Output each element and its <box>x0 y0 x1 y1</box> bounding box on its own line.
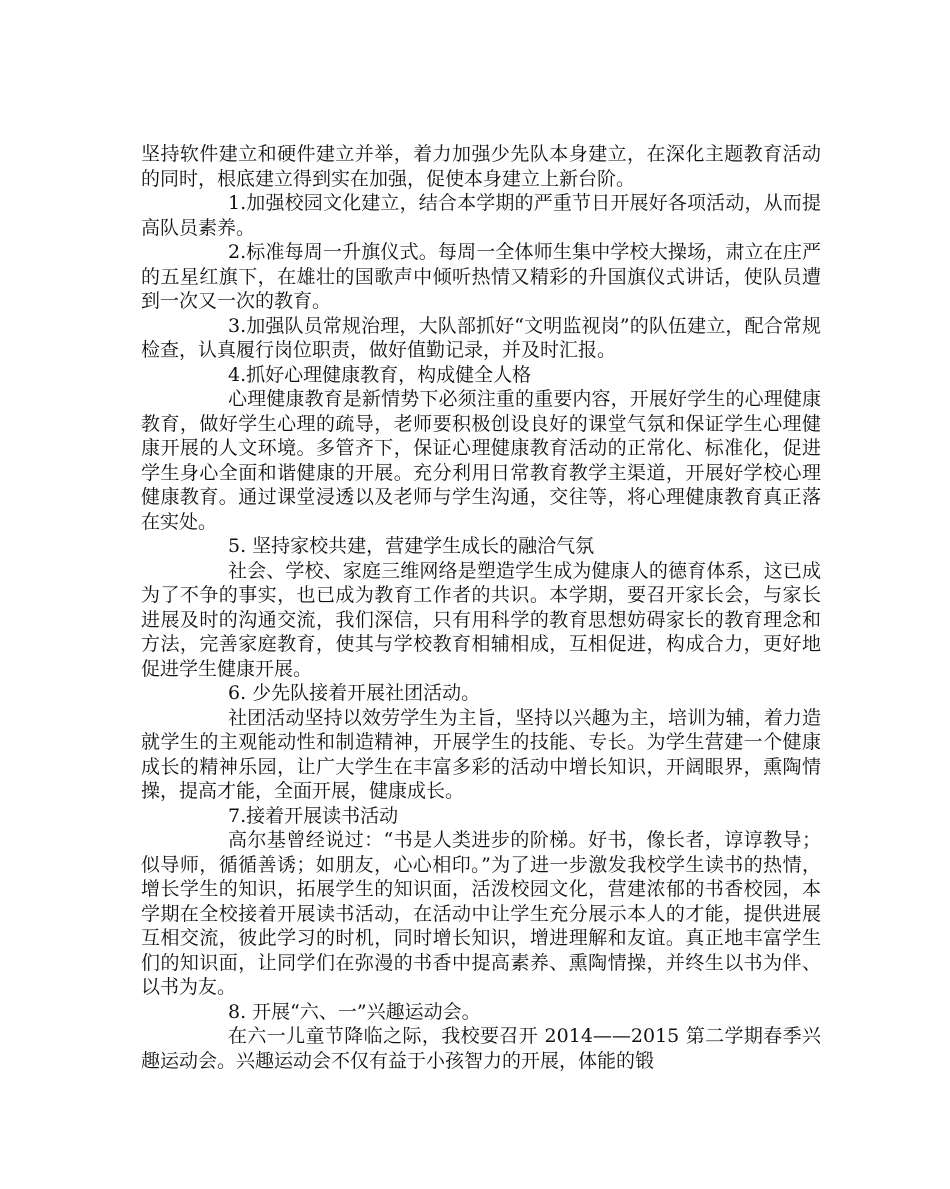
document-body <box>141 142 821 1073</box>
paragraph-sports-meet: 在六一儿童节降临之际，我校要召开 2014——2015 第二学期春季兴趣运动会。兴趣运动会不仅有益于小孩智力的开展，体能的锻 <box>141 1025 821 1072</box>
section-heading-7: 7.接着开展读书活动 <box>228 804 399 827</box>
paragraph-item-1: 1.加强校园文化建立，结合本学期的严重节日开展好各项活动，从而提高队员素养。 <box>141 192 821 239</box>
section-heading-6: 6. 少先队接着开展社团活动。 <box>228 682 481 704</box>
section-heading-4: 4.抓好心理健康教育，构成健全人格 <box>228 363 532 386</box>
paragraph-home-school: 社会、学校、家庭三维网络是塑造学生成为健康人的德育体系，这已成为了不争的事实，也已成为教育工作者的共识。本学期，要召开家长会，与家长进展及时的沟通交流，我们深信，只有用科学的教育思想妨碍家长的教育理念和方法，完善家庭教育，使其与学校教育相辅相成，互相促进，构成合力，更好地促进学生健康开展。 <box>141 559 821 680</box>
paragraph-continuation: 坚持软件建立和硬件建立并举，着力加强少先队本身建立，在深化主题教育活动的同时，根底建立得到实在加强，促使本身建立上新台阶。 <box>141 143 821 190</box>
paragraph-clubs: 社团活动坚持以效劳学生为主旨，坚持以兴趣为主，培训为辅，着力造就学生的主观能动性和制造精神，开展学生的技能、专长。为学生营建一个健康成长的精神乐园，让广大学生在丰富多彩的活动中增长知识，开阔眼界，熏陶情操，提高才能，全面开展，健康成长。 <box>141 706 821 802</box>
paragraph-mental-health: 心理健康教育是新情势下必须注重的重要内容，开展好学生的心理健康教育，做好学生心理的疏导，老师要积极创设良好的课堂气氛和保证学生心理健康开展的人文环境。多管齐下，保证心理健康教育活动的正常化、标准化，促进学生身心全面和谐健康的开展。充分利用日常教育教学主渠道，开展好学校心理健康教育。通过课堂浸透以及老师与学生沟通，交往等，将心理健康教育真正落在实处。 <box>141 388 821 533</box>
section-heading-8: 8. 开展“六、一”兴趣运动会。 <box>228 1000 481 1023</box>
paragraph-reading: 高尔基曾经说过：“书是人类进步的阶梯。好书，像长者，谆谆教导；似导师，循循善诱；如朋友，心心相印。”为了进一步激发我校学生读书的热情，增长学生的知识，拓展学生的知识面，活泼校园文化，营建浓郁的书香校园，本学期在全校接着开展读书活动，在活动中让学生充分展示本人的才能，提供进展互相交流，彼此学习的时机，同时增长知识，增进理解和友谊。真正地丰富学生们的知识面，让同学们在弥漫的书香中提高素养、熏陶情操，并终生以书为伴、以书为友。 <box>141 829 821 998</box>
paragraph-item-3: 3.加强队员常规治理，大队部抓好“文明监视岗”的队伍建立，配合常规检查，认真履行岗位职责，做好值勤记录，并及时汇报。 <box>141 314 821 361</box>
section-heading-5: 5. 坚持家校共建，营建学生成长的融洽气氛 <box>228 535 595 557</box>
paragraph-item-2: 2.标准每周一升旗仪式。每周一全体师生集中学校大操场，肃立在庄严的五星红旗下，在雄壮的国歌声中倾听热情又精彩的升国旗仪式讲话，使队员遭到一次又一次的教育。 <box>141 241 821 312</box>
